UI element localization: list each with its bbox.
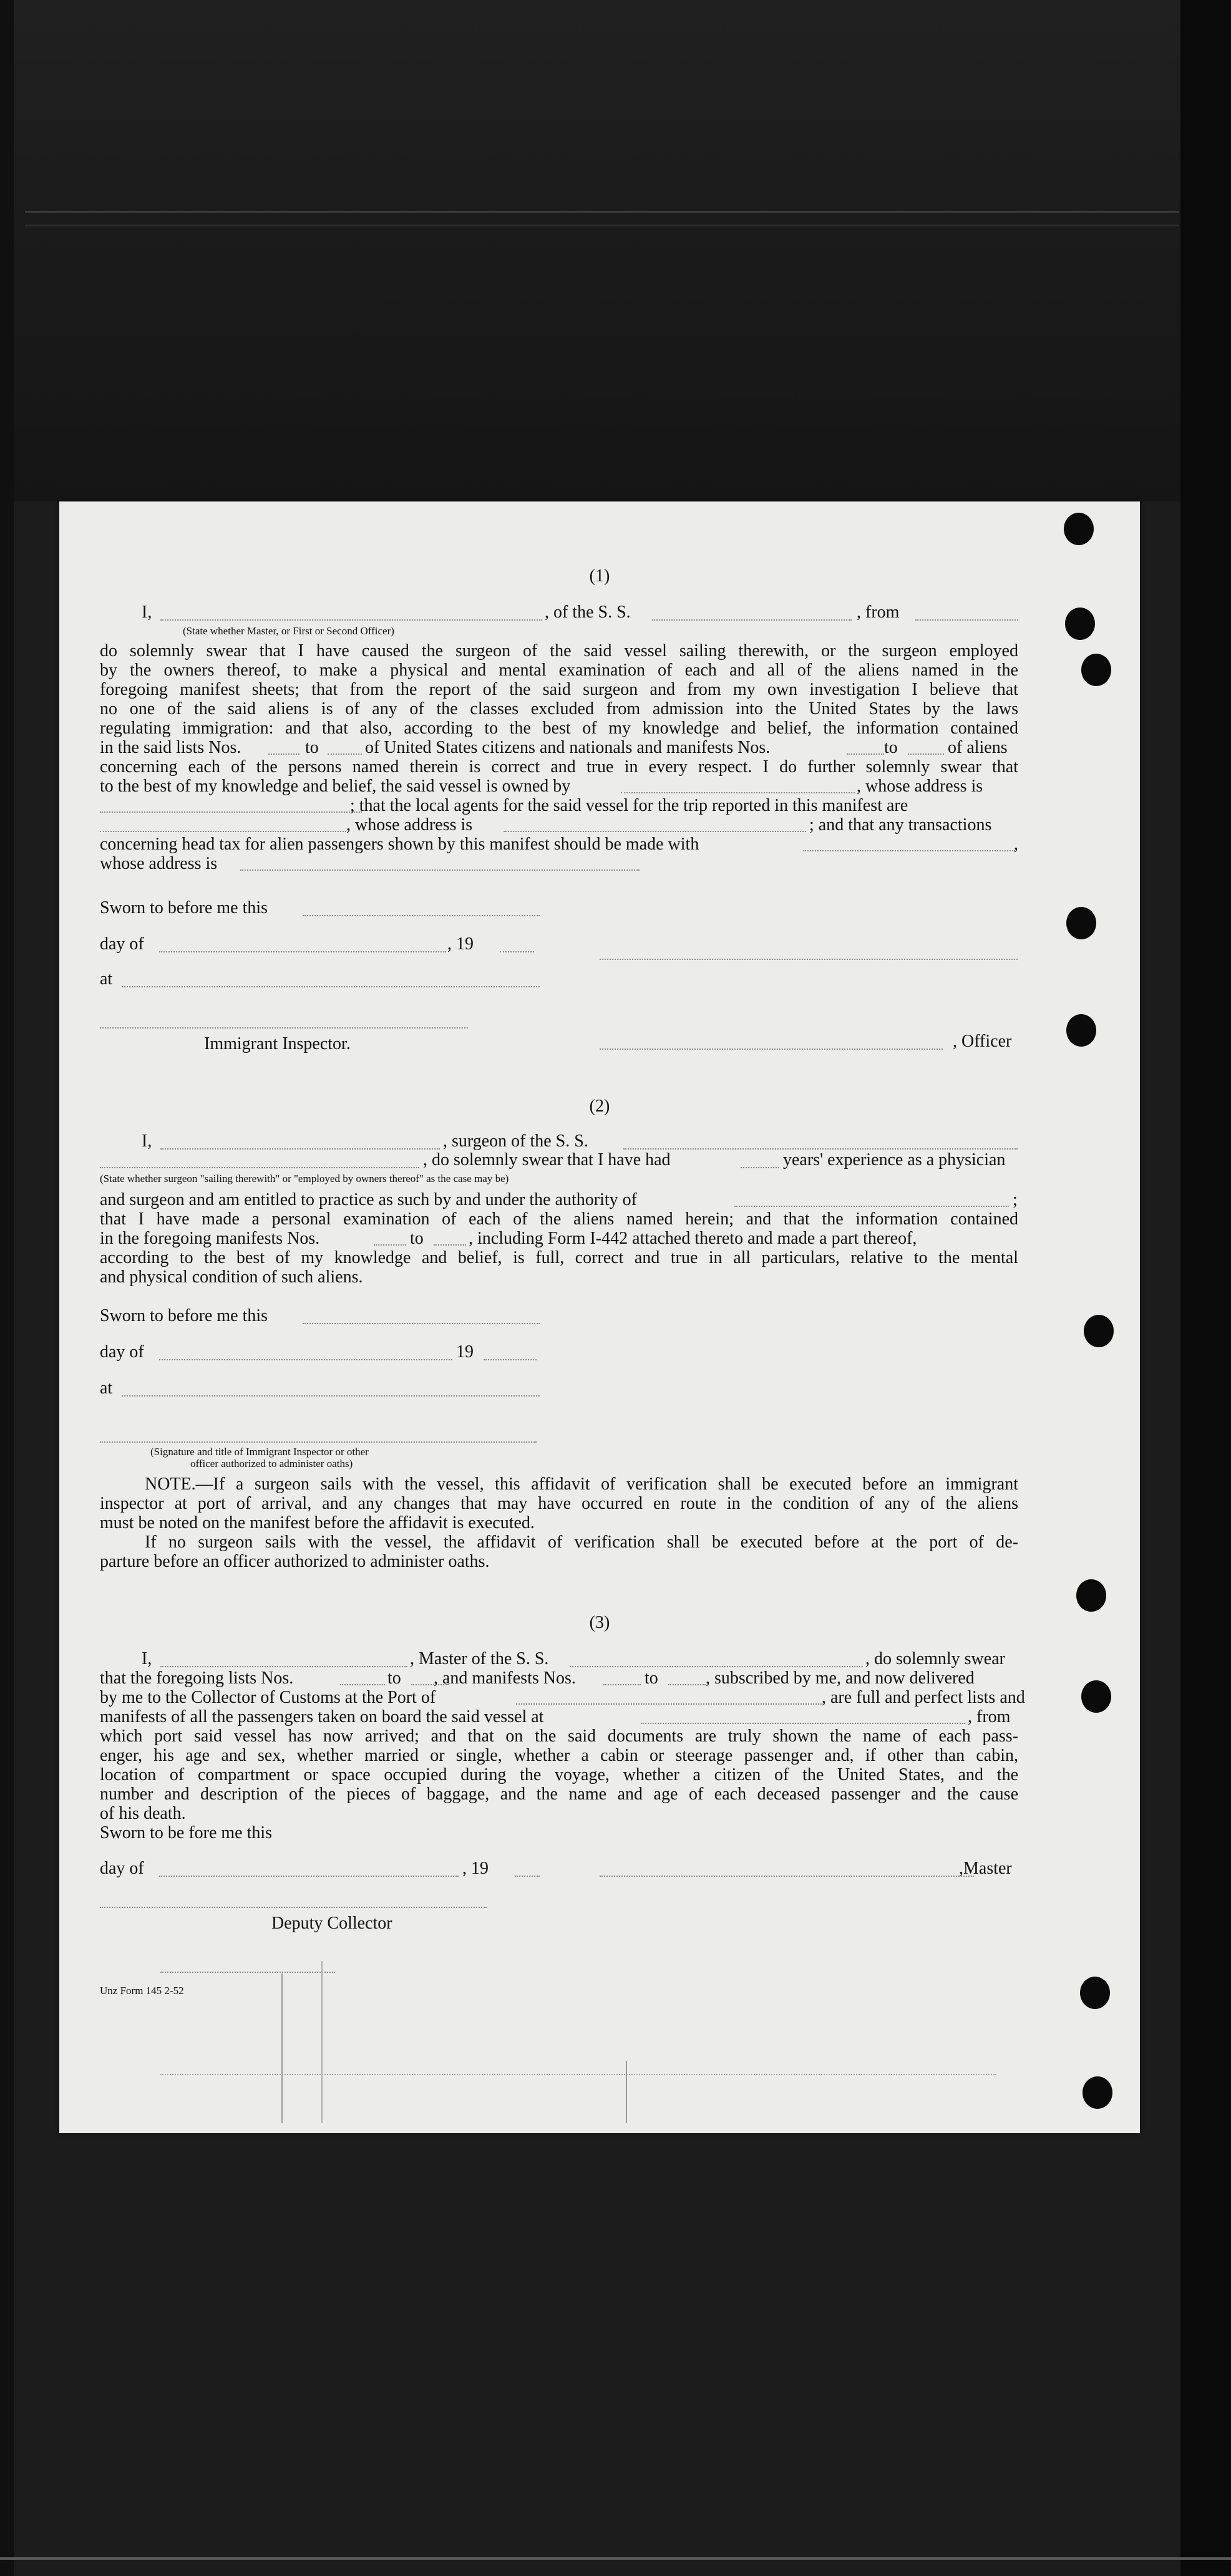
paragraph-line: regulating immigration: and that also, according to the best of my knowledge and belief, the information contained <box>100 719 1018 738</box>
year-label: , 19 <box>447 934 474 954</box>
scan-artifact-line <box>25 211 1179 213</box>
paragraph-line: by the owners thereof, to make a physical and mental examination of each and all of the aliens named in the <box>100 661 1018 680</box>
vessel-name-field <box>652 619 852 621</box>
manifests-from-field <box>847 753 884 755</box>
master-label: ,Master <box>959 1859 1012 1878</box>
binder-hole <box>1064 513 1094 545</box>
aliens-label: of aliens <box>948 738 1008 757</box>
master-signature-field <box>600 958 1018 960</box>
paragraph-line: location of compartment or space occupied during the voyage, whether a citizen of the United States, and the <box>100 1765 1018 1784</box>
day-label: day of <box>100 934 144 954</box>
master-swear-label: , do solemnly swear <box>865 1649 1005 1668</box>
owned-label: to the best of my knowledge and belief, the said vessel is owned by <box>100 777 571 796</box>
scan-edge-left <box>0 0 14 2576</box>
day-label: day of <box>100 1859 144 1878</box>
bleed-through-line <box>160 2073 996 2075</box>
authority-label: and surgeon and am entitled to practice as such by and under the authority of <box>100 1190 637 1209</box>
year-field <box>515 1875 540 1877</box>
year-field <box>484 1358 537 1360</box>
bleed-through-mark <box>281 1973 283 2123</box>
owner-address-label: , whose address is <box>857 777 983 796</box>
sworn-field <box>303 914 540 916</box>
authority-field <box>734 1205 1009 1207</box>
master-name-field <box>160 1665 407 1667</box>
sworn-label: Sworn to before me this <box>100 1306 268 1325</box>
binder-hole <box>1066 1014 1096 1047</box>
paragraph-line: no one of the said aliens is of any of the classes excluded from admission into the United States by the laws <box>100 699 1018 719</box>
scan-background-top <box>0 0 1231 501</box>
head-tax-address-label: whose address is <box>100 854 218 873</box>
officer-name-field <box>160 619 542 621</box>
day-field <box>159 1358 452 1360</box>
form-number: Unz Form 145 2-52 <box>100 1985 184 1997</box>
intro-i: I, <box>142 1131 152 1151</box>
lists-to-label: to <box>387 1668 401 1688</box>
boarding-port-field <box>641 1722 965 1724</box>
transactions-label: ; and that any transactions <box>809 815 992 835</box>
note-line: inspector at port of arrival, and any changes that may have occurred en route in the condition of any of the aliens <box>100 1494 1018 1513</box>
paragraph-line: according to the best of my knowledge and belief, is full, correct and true in all particulars, relative to the mental <box>100 1248 1018 1267</box>
port-field <box>516 1703 822 1705</box>
agents-label: ; that the local agents for the said vessel for the trip reported in this manifest are <box>350 796 908 815</box>
paragraph-line: which port said vessel has now arrived; and that on the said documents are truly shown the name of each pass- <box>100 1726 1018 1746</box>
vessel-at-label: manifests of all the passengers taken on board the said vessel at <box>100 1707 544 1726</box>
binder-hole <box>1065 608 1095 640</box>
bleed-through-mark <box>626 2061 627 2123</box>
at-label: at <box>100 1378 113 1398</box>
agents-field <box>100 830 346 832</box>
at-field <box>122 1395 540 1397</box>
perfect-lists-label: , are full and perfect lists and <box>822 1688 1025 1707</box>
day-field <box>159 951 446 952</box>
surgeon-manifests-label: in the foregoing manifests Nos. <box>100 1229 320 1248</box>
binder-hole <box>1081 654 1111 686</box>
binder-hole <box>1084 1315 1114 1347</box>
paragraph-line: do solemnly swear that I have caused the surgeon of the said vessel sailing therewith, or the surgeon employed <box>100 641 1018 661</box>
surgeon-name-field <box>160 1148 440 1150</box>
head-tax-label: concerning head tax for alien passengers shown by this manifest should be made with <box>100 835 699 854</box>
head-tax-address-field <box>240 869 640 871</box>
note-line: parture before an officer authorized to administer oaths. <box>100 1552 490 1571</box>
at-field <box>122 985 540 987</box>
owner-address-field <box>100 811 362 813</box>
scan-artifact-line <box>25 225 1179 226</box>
deputy-collector-label: Deputy Collector <box>271 1914 392 1933</box>
day-label: day of <box>100 1342 144 1362</box>
from-label: , from <box>857 603 900 622</box>
master-signature-field <box>600 1875 974 1877</box>
agents-address-field <box>504 830 806 832</box>
scan-artifact-line <box>0 2557 1231 2560</box>
surgeon-manifests-to-label: to <box>410 1229 424 1248</box>
binder-hole <box>1081 1680 1111 1713</box>
port-label: by me to the Collector of Customs at the Port of <box>100 1688 436 1707</box>
lists-from-field <box>268 753 299 755</box>
from-label: , from <box>968 1707 1011 1726</box>
manifests-to-label: to <box>884 738 898 757</box>
surgeon-type-field <box>100 1166 419 1168</box>
inspector-signature-field <box>100 1441 537 1443</box>
binder-hole <box>1083 2076 1112 2109</box>
manifests-label: of United States citizens and nationals and manifests Nos. <box>365 738 771 757</box>
surgeon-manifests-from-field <box>374 1244 406 1246</box>
binder-hole <box>1076 1579 1106 1612</box>
surgeon-manifests-to-field <box>434 1244 466 1246</box>
form-i442-label: , including Form I-442 attached thereto and made a part thereof, <box>469 1229 917 1248</box>
signature-note: officer authorized to administer oaths) <box>190 1458 353 1470</box>
surgeon-ss-label: , surgeon of the S. S. <box>443 1131 588 1151</box>
semicolon-text: ; <box>1013 1190 1018 1209</box>
paragraph-line: that I have made a personal examination of each of the aliens named herein; and that the information contained <box>100 1209 1018 1229</box>
sworn-label: Sworn to before me this <box>100 898 268 918</box>
manifests-label: , and manifests Nos. <box>434 1668 576 1688</box>
sworn-label: Sworn to be fore me this <box>100 1823 273 1842</box>
blank-line <box>160 1971 335 1973</box>
year-label: 19 <box>456 1342 474 1362</box>
manifests-from-field <box>603 1683 641 1685</box>
head-tax-field <box>803 850 1015 851</box>
master-vessel-field <box>570 1665 863 1667</box>
officer-signature-field <box>600 1048 943 1050</box>
paragraph-line: foregoing manifest sheets; that from the report of the said surgeon and from my own investigation I believe that <box>100 680 1018 699</box>
lists-label: in the said lists Nos. <box>100 738 241 757</box>
comma-text: , <box>1014 835 1018 854</box>
bleed-through-mark <box>321 1961 323 2123</box>
from-port-field <box>915 619 1018 621</box>
owner-field <box>621 792 855 793</box>
year-field <box>500 951 534 952</box>
ss-label: , of the S. S. <box>545 603 631 622</box>
surgeon-type-note: (State whether surgeon "sailing therewith" or "employed by owners thereof" as the case may be) <box>100 1173 509 1184</box>
day-field <box>159 1875 459 1877</box>
agents-address-label: , whose address is <box>346 815 473 835</box>
intro-i: I, <box>142 1649 152 1668</box>
note-line: NOTE.—If a surgeon sails with the vessel, this affidavit of verification shall be executed before an immigrant <box>145 1474 1018 1494</box>
at-label: at <box>100 969 113 989</box>
surgeon-vessel-field <box>623 1148 1018 1150</box>
inspector-label: Immigrant Inspector. <box>204 1034 351 1053</box>
officer-label: , Officer <box>953 1032 1012 1051</box>
section-1-heading: (1) <box>589 566 610 586</box>
manifests-to-field <box>668 1683 706 1685</box>
paragraph-line: of his death. <box>100 1804 186 1823</box>
paragraph-line: and physical condition of such aliens. <box>100 1267 363 1287</box>
paragraph-line: enger, his age and sex, whether married or single, whether a cabin or steerage passenger and, if other than cabin, <box>100 1746 1018 1765</box>
lists-from-field <box>340 1683 385 1685</box>
sworn-field <box>303 1322 540 1324</box>
paragraph-line: concerning each of the persons named therein is correct and true in every respect. I do further solemnly swear that <box>100 757 1018 777</box>
signature-note: (Signature and title of Immigrant Inspector or other <box>150 1446 369 1458</box>
years-field <box>741 1166 779 1168</box>
manifest-affidavit-page <box>59 501 1140 2133</box>
section-2-heading: (2) <box>589 1097 610 1116</box>
inspector-signature-field <box>100 1027 468 1029</box>
master-ss-label: , Master of the S. S. <box>410 1649 549 1668</box>
foregoing-lists-label: that the foregoing lists Nos. <box>100 1668 294 1688</box>
year-label: , 19 <box>462 1859 489 1878</box>
note-line: If no surgeon sails with the vessel, the affidavit of verification shall be executed before at the port of de- <box>145 1533 1018 1552</box>
binder-hole <box>1066 907 1096 939</box>
note-line: must be noted on the manifest before the affidavit is executed. <box>100 1513 535 1533</box>
binder-hole <box>1080 1977 1110 2009</box>
manifests-to-field <box>908 753 944 755</box>
lists-to-label: to <box>305 738 319 757</box>
lists-to-field <box>328 753 362 755</box>
officer-rank-note: (State whether Master, or First or Second Officer) <box>183 625 394 637</box>
manifests-to-label: to <box>645 1668 658 1688</box>
swear-label: , do solemnly swear that I have had <box>423 1150 671 1169</box>
intro-i: I, <box>142 603 152 622</box>
collector-signature-field <box>100 1906 487 1908</box>
paragraph-line: number and description of the pieces of baggage, and the name and age of each deceased passenger and the cause <box>100 1784 1018 1804</box>
subscribed-label: , subscribed by me, and now delivered <box>706 1668 975 1688</box>
experience-label: years' experience as a physician <box>783 1150 1006 1169</box>
section-3-heading: (3) <box>589 1613 610 1632</box>
scan-edge-right <box>1180 0 1231 2576</box>
